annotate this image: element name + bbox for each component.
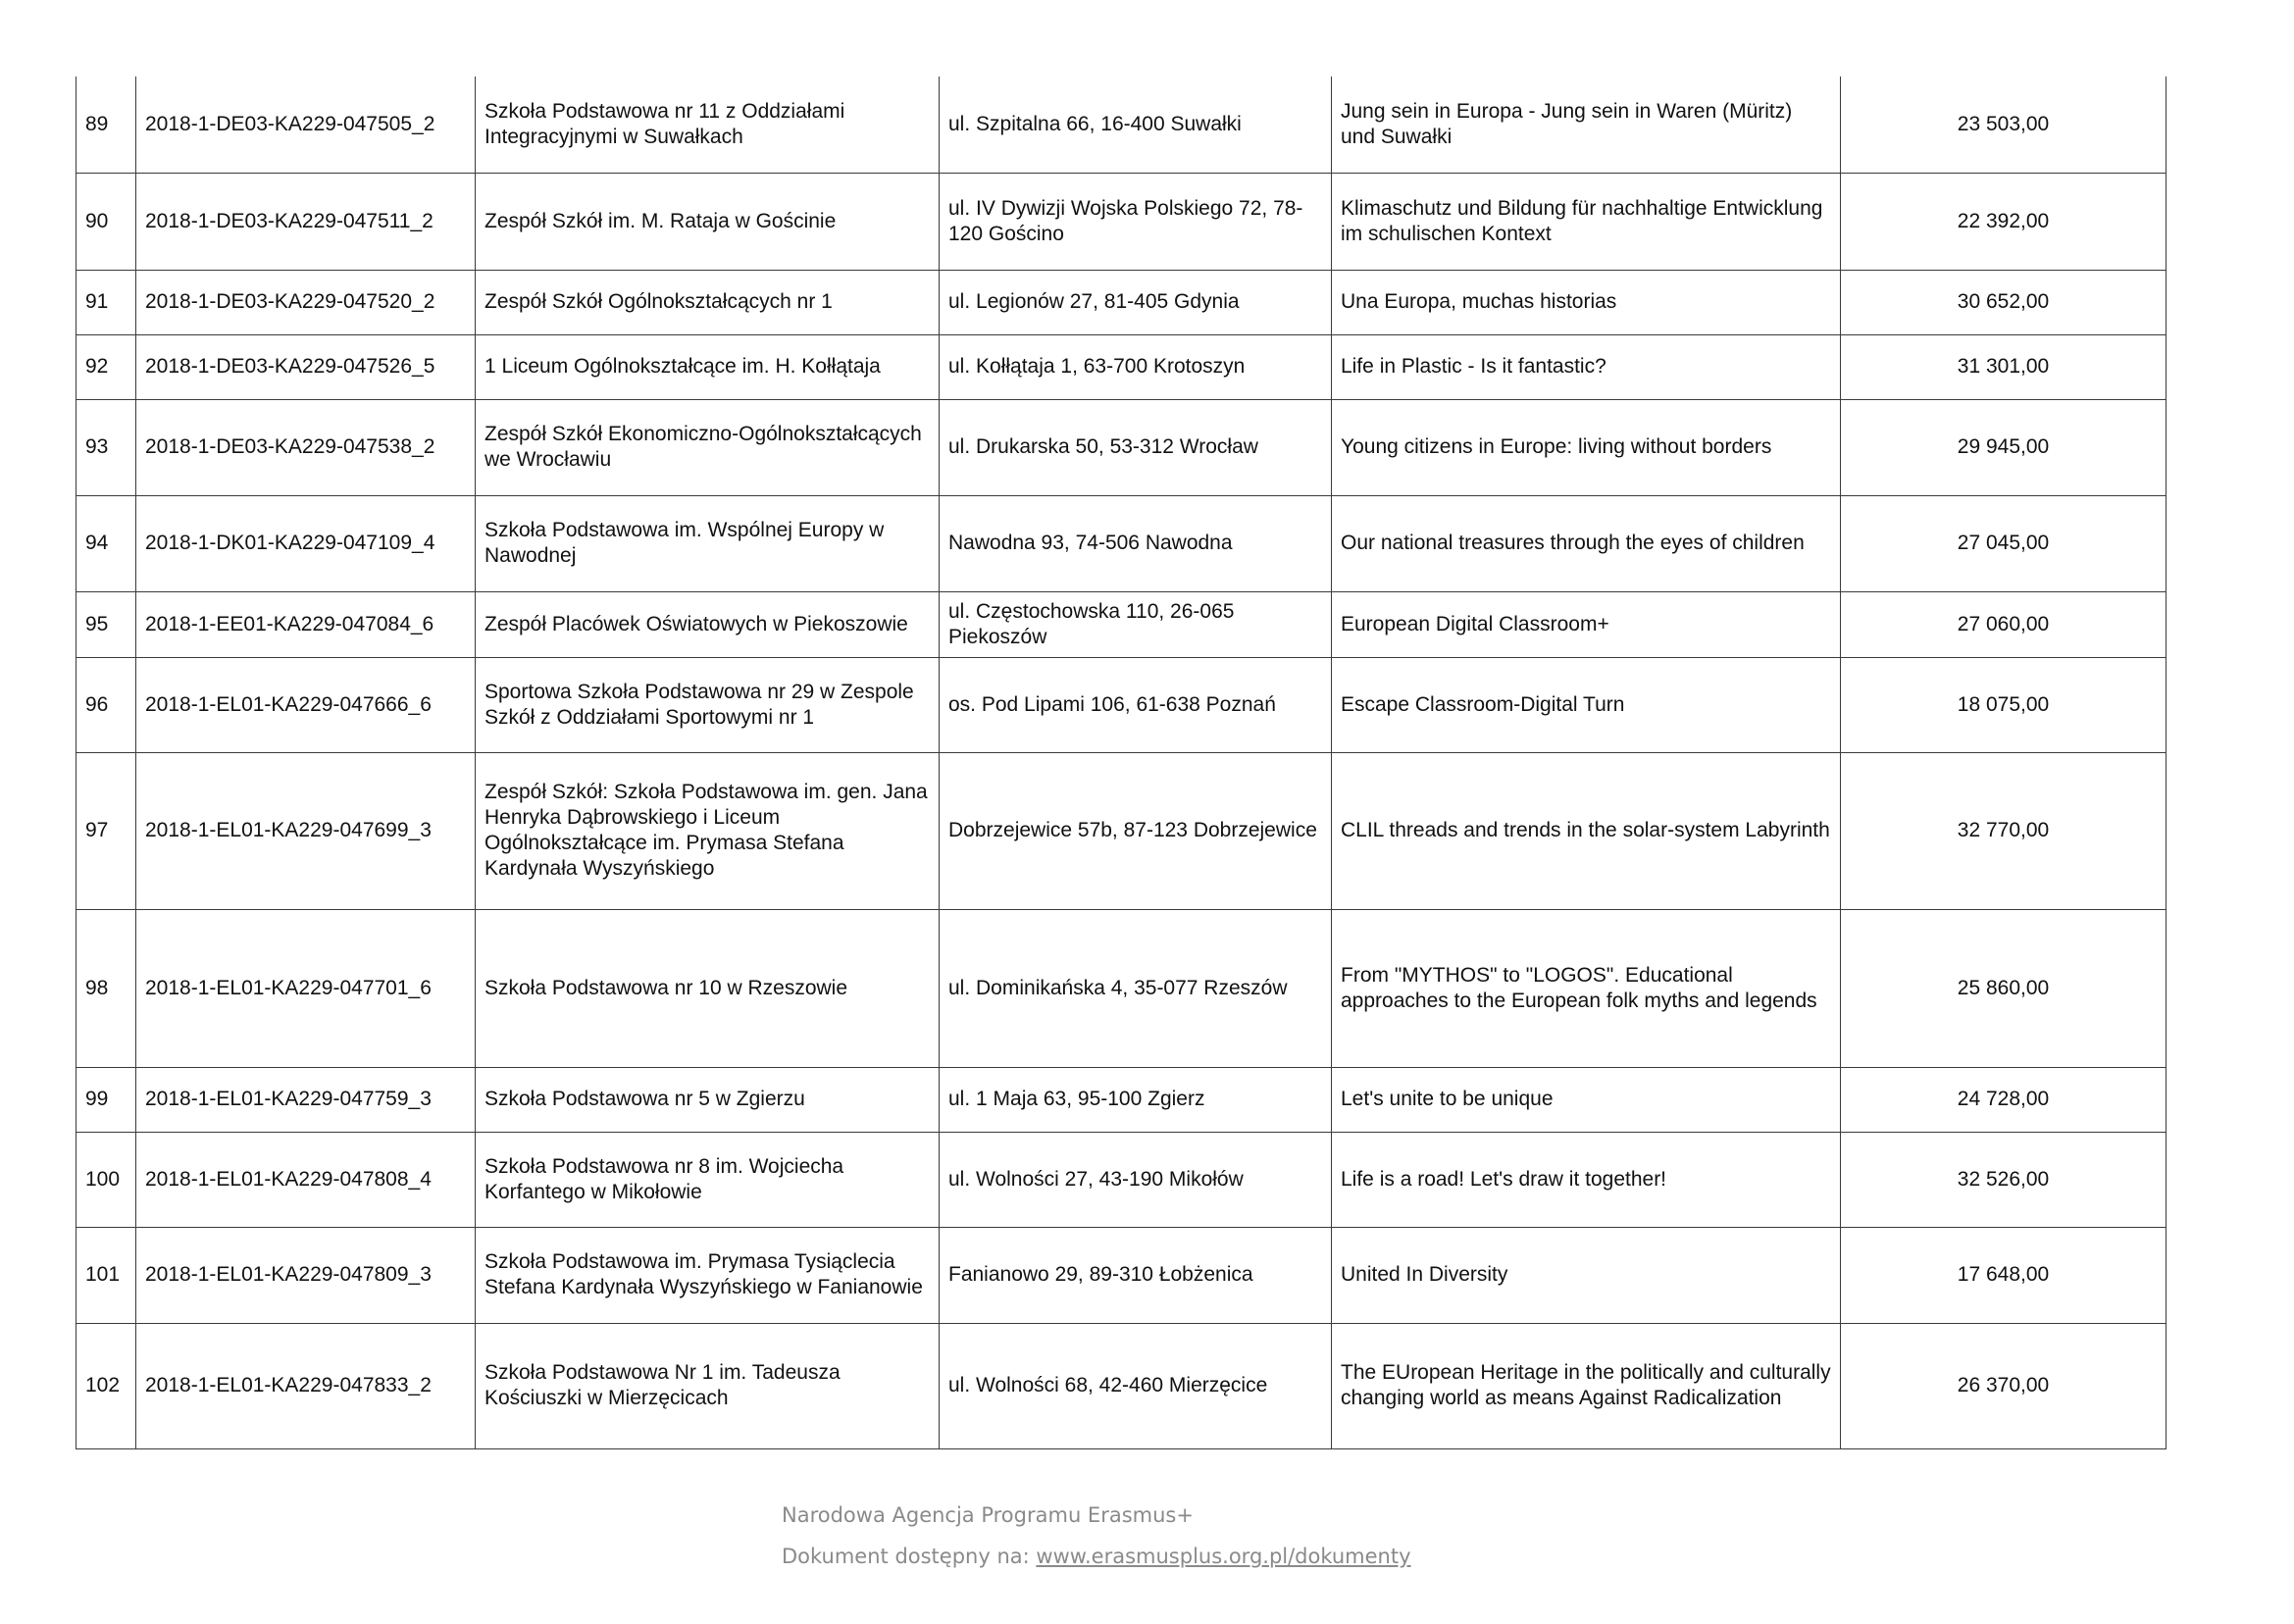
grant-amount: 29 945,00 xyxy=(1841,399,2167,495)
institution-name: Zespół Szkół: Szkoła Podstawowa im. gen. Jana Henryka Dąbrowskiego i Liceum Ogólnokształcące im. Prymasa Stefana Kardynała Wyszyńskiego xyxy=(476,752,940,909)
project-title: The EUropean Heritage in the politically and culturally changing world as means Against Radicalization xyxy=(1332,1323,1841,1448)
institution-address: ul. Szpitalna 66, 16-400 Suwałki xyxy=(940,76,1332,173)
grant-amount: 27 060,00 xyxy=(1841,591,2167,657)
project-title: Klimaschutz und Bildung für nachhaltige Entwicklung im schulischen Kontext xyxy=(1332,173,1841,270)
institution-name: Zespół Szkół im. M. Rataja w Gościnie xyxy=(476,173,940,270)
project-id: 2018-1-DK01-KA229-047109_4 xyxy=(136,495,476,591)
project-title: Let's unite to be unique xyxy=(1332,1067,1841,1132)
institution-name: Szkoła Podstawowa im. Wspólnej Europy w Nawodnej xyxy=(476,495,940,591)
project-id: 2018-1-EL01-KA229-047833_2 xyxy=(136,1323,476,1448)
table-row xyxy=(76,909,2167,1067)
project-id: 2018-1-DE03-KA229-047511_2 xyxy=(136,173,476,270)
institution-address: ul. Dominikańska 4, 35-077 Rzeszów xyxy=(940,909,1332,1067)
institution-address: ul. IV Dywizji Wojska Polskiego 72, 78-120 Gościno xyxy=(940,173,1332,270)
grant-amount: 32 770,00 xyxy=(1841,752,2167,909)
project-title: European Digital Classroom+ xyxy=(1332,591,1841,657)
table-row xyxy=(76,657,2167,752)
project-title: Una Europa, muchas historias xyxy=(1332,270,1841,334)
institution-address: Nawodna 93, 74-506 Nawodna xyxy=(940,495,1332,591)
institution-name: Szkoła Podstawowa nr 8 im. Wojciecha Korfantego w Mikołowie xyxy=(476,1132,940,1227)
table-row xyxy=(76,591,2167,657)
grant-amount: 32 526,00 xyxy=(1841,1132,2167,1227)
project-title: Our national treasures through the eyes of children xyxy=(1332,495,1841,591)
project-id: 2018-1-EL01-KA229-047809_3 xyxy=(136,1227,476,1323)
grant-amount: 30 652,00 xyxy=(1841,270,2167,334)
project-title: From "MYTHOS" to "LOGOS". Educational approaches to the European folk myths and legends xyxy=(1332,909,1841,1067)
project-id: 2018-1-EL01-KA229-047759_3 xyxy=(136,1067,476,1132)
institution-address: ul. Drukarska 50, 53-312 Wrocław xyxy=(940,399,1332,495)
table-row xyxy=(76,1132,2167,1227)
table-row xyxy=(76,76,2167,173)
institution-name: Zespół Szkół Ekonomiczno-Ogólnokształcących we Wrocławiu xyxy=(476,399,940,495)
project-title: Life in Plastic - Is it fantastic? xyxy=(1332,334,1841,399)
institution-address: Fanianowo 29, 89-310 Łobżenica xyxy=(940,1227,1332,1323)
institution-name: Szkoła Podstawowa im. Prymasa Tysiąclecia Stefana Kardynała Wyszyńskiego w Fanianowie xyxy=(476,1227,940,1323)
project-id: 2018-1-DE03-KA229-047538_2 xyxy=(136,399,476,495)
table-row xyxy=(76,270,2167,334)
row-number: 97 xyxy=(76,752,136,909)
institution-name: Sportowa Szkoła Podstawowa nr 29 w Zespole Szkół z Oddziałami Sportowymi nr 1 xyxy=(476,657,940,752)
project-title: United In Diversity xyxy=(1332,1227,1841,1323)
row-number: 94 xyxy=(76,495,136,591)
row-number: 90 xyxy=(76,173,136,270)
project-id: 2018-1-EL01-KA229-047701_6 xyxy=(136,909,476,1067)
project-id: 2018-1-DE03-KA229-047505_2 xyxy=(136,76,476,173)
grant-amount: 24 728,00 xyxy=(1841,1067,2167,1132)
table-row xyxy=(76,399,2167,495)
institution-address: ul. Wolności 68, 42-460 Mierzęcice xyxy=(940,1323,1332,1448)
institution-name: Zespół Placówek Oświatowych w Piekoszowie xyxy=(476,591,940,657)
project-title: Young citizens in Europe: living without borders xyxy=(1332,399,1841,495)
footer-agency: Narodowa Agencja Programu Erasmus+ xyxy=(782,1503,1194,1527)
row-number: 92 xyxy=(76,334,136,399)
grants-table xyxy=(76,76,2167,1449)
institution-name: Szkoła Podstawowa Nr 1 im. Tadeusza Kościuszki w Mierzęcicach xyxy=(476,1323,940,1448)
row-number: 95 xyxy=(76,591,136,657)
table-row xyxy=(76,173,2167,270)
institution-name: Zespół Szkół Ogólnokształcących nr 1 xyxy=(476,270,940,334)
institution-address: ul. Częstochowska 110, 26-065 Piekoszów xyxy=(940,591,1332,657)
project-title: Escape Classroom-Digital Turn xyxy=(1332,657,1841,752)
grant-amount: 17 648,00 xyxy=(1841,1227,2167,1323)
row-number: 102 xyxy=(76,1323,136,1448)
project-title: Life is a road! Let's draw it together! xyxy=(1332,1132,1841,1227)
grant-amount: 25 860,00 xyxy=(1841,909,2167,1067)
table-row xyxy=(76,752,2167,909)
project-id: 2018-1-EL01-KA229-047699_3 xyxy=(136,752,476,909)
grant-amount: 18 075,00 xyxy=(1841,657,2167,752)
grant-amount: 27 045,00 xyxy=(1841,495,2167,591)
project-title: CLIL threads and trends in the solar-system Labyrinth xyxy=(1332,752,1841,909)
footer-available-prefix: Dokument dostępny na: xyxy=(782,1545,1037,1568)
row-number: 98 xyxy=(76,909,136,1067)
institution-name: Szkoła Podstawowa nr 10 w Rzeszowie xyxy=(476,909,940,1067)
institution-address: ul. 1 Maja 63, 95-100 Zgierz xyxy=(940,1067,1332,1132)
grant-amount: 23 503,00 xyxy=(1841,76,2167,173)
row-number: 91 xyxy=(76,270,136,334)
project-title: Jung sein in Europa - Jung sein in Waren (Müritz) und Suwałki xyxy=(1332,76,1841,173)
grant-amount: 26 370,00 xyxy=(1841,1323,2167,1448)
row-number: 96 xyxy=(76,657,136,752)
row-number: 93 xyxy=(76,399,136,495)
project-id: 2018-1-DE03-KA229-047526_5 xyxy=(136,334,476,399)
row-number: 101 xyxy=(76,1227,136,1323)
project-id: 2018-1-EL01-KA229-047666_6 xyxy=(136,657,476,752)
institution-name: Szkoła Podstawowa nr 11 z Oddziałami Integracyjnymi w Suwałkach xyxy=(476,76,940,173)
table-row xyxy=(76,334,2167,399)
institution-name: Szkoła Podstawowa nr 5 w Zgierzu xyxy=(476,1067,940,1132)
project-id: 2018-1-DE03-KA229-047520_2 xyxy=(136,270,476,334)
institution-address: os. Pod Lipami 106, 61-638 Poznań xyxy=(940,657,1332,752)
grant-amount: 31 301,00 xyxy=(1841,334,2167,399)
row-number: 100 xyxy=(76,1132,136,1227)
institution-address: ul. Legionów 27, 81-405 Gdynia xyxy=(940,270,1332,334)
grant-amount: 22 392,00 xyxy=(1841,173,2167,270)
row-number: 99 xyxy=(76,1067,136,1132)
row-number: 89 xyxy=(76,76,136,173)
project-id: 2018-1-EE01-KA229-047084_6 xyxy=(136,591,476,657)
institution-address: ul. Kołłątaja 1, 63-700 Krotoszyn xyxy=(940,334,1332,399)
table-row xyxy=(76,1067,2167,1132)
documents-link[interactable]: www.erasmusplus.org.pl/dokumenty xyxy=(1036,1545,1411,1568)
table-row xyxy=(76,1323,2167,1448)
grants-table-body xyxy=(76,76,2167,1448)
table-row xyxy=(76,1227,2167,1323)
institution-address: ul. Wolności 27, 43-190 Mikołów xyxy=(940,1132,1332,1227)
institution-address: Dobrzejewice 57b, 87-123 Dobrzejewice xyxy=(940,752,1332,909)
table-row xyxy=(76,495,2167,591)
footer-availability xyxy=(782,1545,1411,1568)
project-id: 2018-1-EL01-KA229-047808_4 xyxy=(136,1132,476,1227)
institution-name: 1 Liceum Ogólnokształcące im. H. Kołłątaja xyxy=(476,334,940,399)
